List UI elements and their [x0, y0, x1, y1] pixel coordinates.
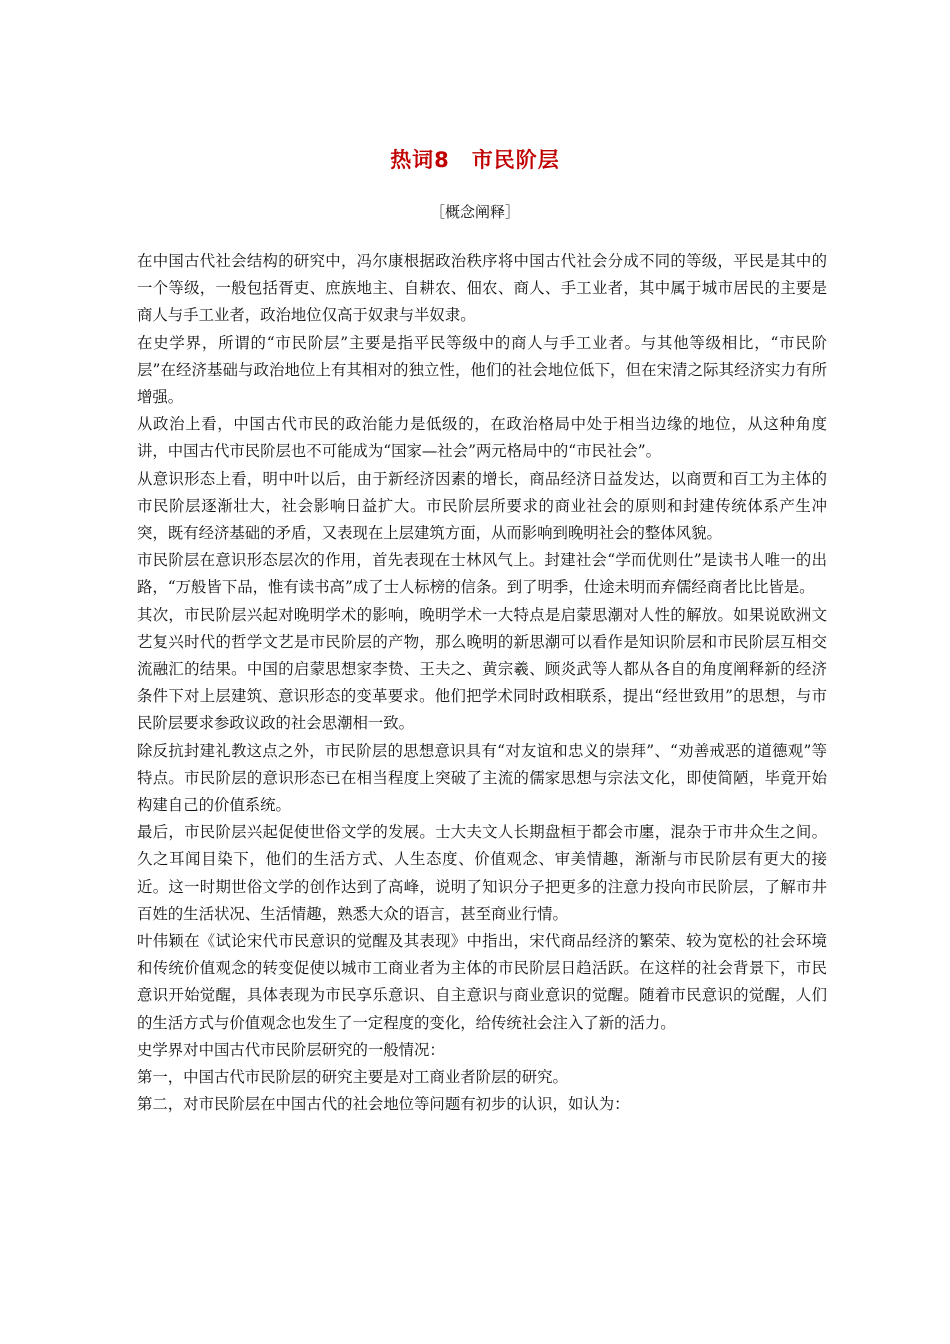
- paragraph: 在史学界，所谓的“市民阶层”主要是指平民等级中的商人与手工业者。与其他等级相比，“市民阶层”在经济基础与政治地位上有其相对的独立性，他们的社会地位低下，但在宋清之际其经济实力有所增强。: [137, 333, 827, 407]
- paragraph: 最后，市民阶层兴起促使世俗文学的发展。士大夫文人长期盘桓于都会市廛，混杂于市井众生之间。久之耳闻目染下，他们的生活方式、人生态度、价值观念、审美情趣，渐渐与市民阶层有更大的接近。这一时期世俗文学的创作达到了高峰，说明了知识分子把更多的注意力投向市民阶层，了解市井百姓的生活状况、生活情趣，熟悉大众的语言，甚至商业行情。: [137, 823, 827, 923]
- paragraph: 在中国古代社会结构的研究中，冯尔康根据政治秩序将中国古代社会分成不同的等级，平民是其中的一个等级，一般包括胥吏、庶族地主、自耕农、佃农、商人、手工业者，其中属于城市居民的主要是商人与手工业者，政治地位仅高于奴隶与半奴隶。: [137, 252, 827, 325]
- paragraph: 叶伟颖在《试论宋代市民意识的觉醒及其表现》中指出，宋代商品经济的繁荣、较为宽松的社会环境和传统价值观念的转变促使以城市工商业者为主体的市民阶层日趋活跃。在这样的社会背景下，市民意识开始觉醒，具体表现为市民享乐意识、自主意识与商业意识的觉醒。随着市民意识的觉醒，人们的生活方式与价值观念也发生了一定程度的变化，给传统社会注入了新的活力。: [137, 932, 827, 1032]
- paragraph: 除反抗封建礼教这点之外，市民阶层的思想意识具有“对友谊和忠义的崇拜”、“劝善戒恶的道德观”等特点。市民阶层的意识形态已在相当程度上突破了主流的儒家思想与宗法文化，即使简陋，毕竟开始构建自己的价值系统。: [137, 741, 827, 815]
- paragraph: 史学界对中国古代市民阶层研究的一般情况：: [137, 1040, 445, 1059]
- paragraph: 市民阶层在意识形态层次的作用，首先表现在士林风气上。封建社会“学而优则仕”是读书人唯一的出路，“万般皆下品，惟有读书高”成了士人标榜的信条。到了明季，仕途未明而弃儒经商者比比皆是。: [137, 551, 827, 597]
- document-title: 热词8 市民阶层: [390, 148, 560, 172]
- paragraph: 从政治上看，中国古代市民的政治能力是低级的，在政治格局中处于相当边缘的地位，从这种角度讲，中国古代市民阶层也不可能成为“国家—社会”两元格局中的“市民社会”。: [137, 415, 827, 461]
- paragraph: 从意识形态上看，明中叶以后，由于新经济因素的增长，商品经济日益发达，以商贾和百工为主体的市民阶层逐渐壮大，社会影响日益扩大。市民阶层所要求的商业社会的原则和封建传统体系产生冲突，既有经济基础的矛盾，又表现在上层建筑方面，从而影响到晚明社会的整体风貌。: [137, 469, 827, 543]
- document-body: [137, 248, 827, 1119]
- paragraph: 第二，对市民阶层在中国古代的社会地位等问题有初步的认识，如认为：: [137, 1095, 630, 1114]
- section-label: ［概念阐释］: [429, 203, 520, 221]
- paragraph: 其次，市民阶层兴起对晚明学术的影响，晚明学术一大特点是启蒙思潮对人性的解放。如果说欧洲文艺复兴时代的哲学文艺是市民阶层的产物，那么晚明的新思潮可以看作是知识阶层和市民阶层互相交流融汇的结果。中国的启蒙思想家李贽、王夫之、黄宗羲、顾炎武等人都从各自的角度阐释新的经济条件下对上层建筑、意识形态的变革要求。他们把学术同时政相联系，提出“经世致用”的思想，与市民阶层要求参政议政的社会思潮相一致。: [137, 605, 827, 733]
- paragraph: 第一，中国古代市民阶层的研究主要是对工商业者阶层的研究。: [137, 1068, 568, 1087]
